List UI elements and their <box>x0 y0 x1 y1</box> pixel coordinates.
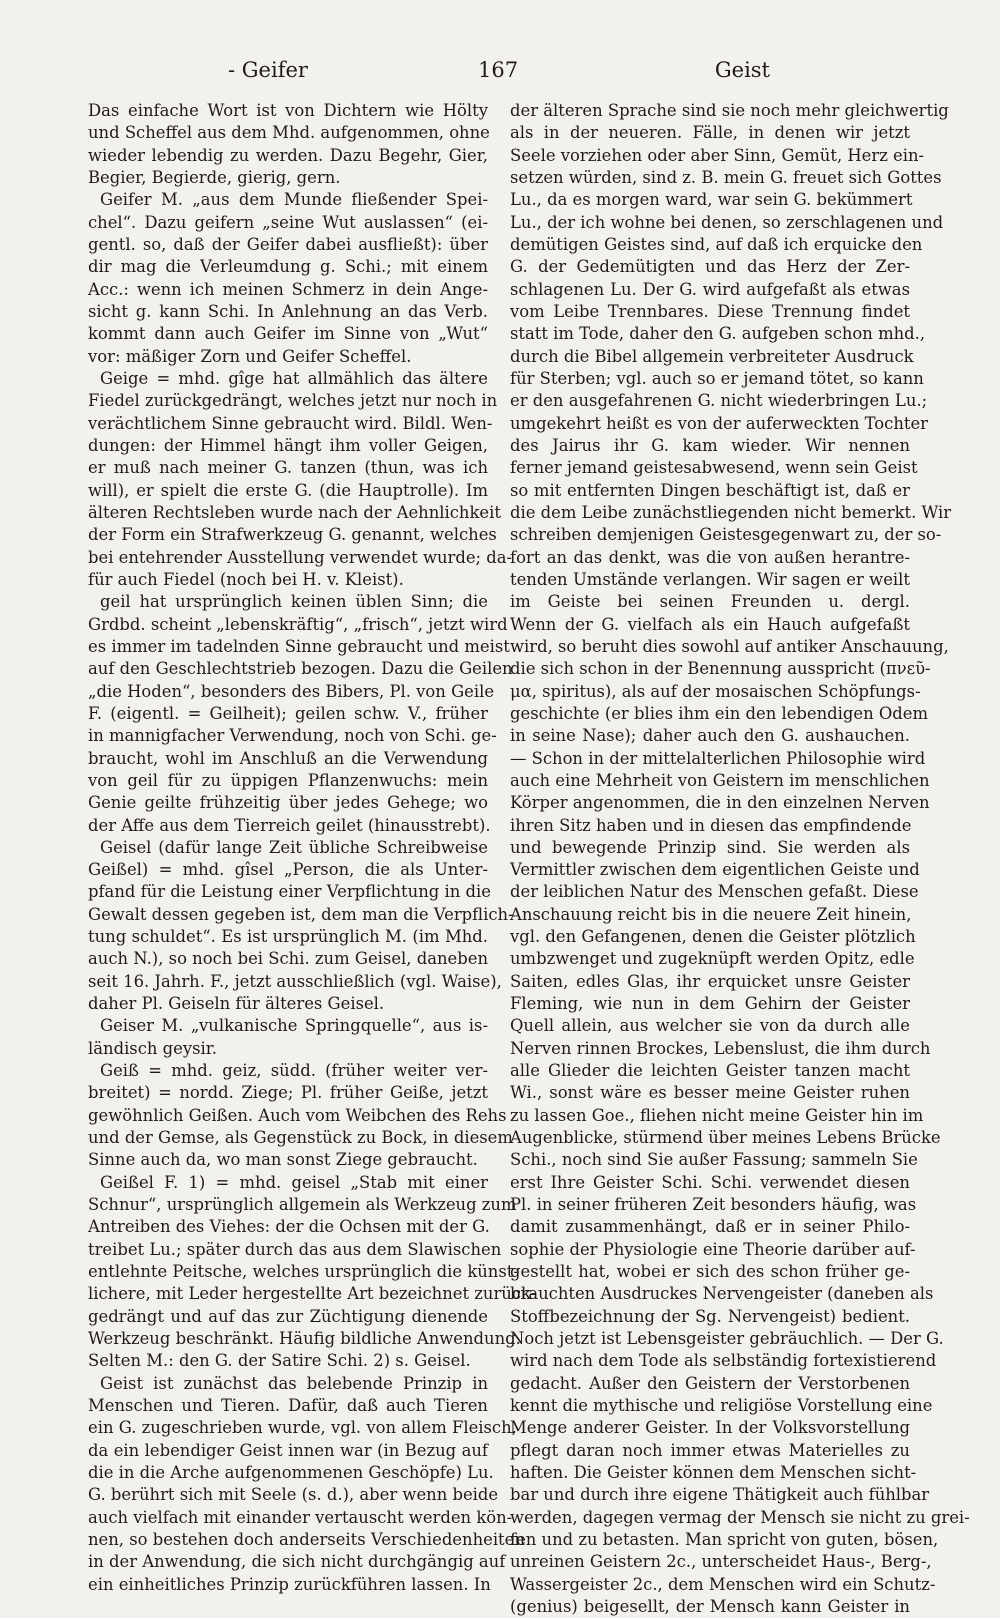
text-line: durch die Bibel allgemein verbreiteter Ausdruck <box>510 346 914 366</box>
text-line: pfand für die Leistung einer Verpflichtung in die <box>88 882 491 902</box>
text-line: seit 16. Jahrh. F., jetzt ausschließlich (vgl. Waise), <box>88 971 502 991</box>
text-line: nen, so bestehen doch anderseits Verschiedenheiten <box>88 1530 525 1549</box>
text-line: Selten M.: den G. der Satire Schi. 2) s. Geisel. <box>88 1351 471 1371</box>
text-line: Nerven rinnen Brockes, Lebenslust, die ihm durch <box>510 1038 931 1058</box>
text-line: Geifer M. „aus dem Munde fließender Spei- <box>100 190 488 210</box>
text-line: wird nach dem Tode als selbständig fortexistierend <box>510 1351 937 1371</box>
text-line: — Schon in der mittelalterlichen Philosophie wird <box>510 748 926 768</box>
text-line: F. (eigentl. = Geilheit); geilen schw. V., früher <box>88 703 488 723</box>
text-line: es immer im tadelnden Sinne gebraucht und meist <box>88 636 510 656</box>
text-line: Werkzeug beschränkt. Häufig bildliche Anwendung. <box>88 1329 521 1349</box>
text-line: Menge anderer Geister. In der Volksvorstellung <box>510 1418 910 1438</box>
text-line: sicht g. kann Schi. In Anlehnung an das Verb. <box>88 301 488 321</box>
text-line: umgekehrt heißt es von der auferweckten Tochter <box>510 413 929 433</box>
text-line: Anschauung reicht bis in die neuere Zeit hinein, <box>510 904 912 924</box>
text-line: ländisch geysir. <box>88 1038 218 1058</box>
text-line: Lu., der ich wohne bei denen, so zerschlagenen und <box>510 212 944 232</box>
text-line: Geist ist zunächst das belebende Prinzip in <box>100 1373 488 1393</box>
text-line: Stoffbezeichnung der Sg. Nervengeist) bedient. <box>510 1306 910 1326</box>
text-line: statt im Tode, daher den G. aufgeben schon mhd., <box>510 324 926 344</box>
text-line: haften. Die Geister können dem Menschen sicht- <box>510 1463 917 1483</box>
text-line: schlagenen Lu. Der G. wird aufgefaßt als etwas <box>510 279 910 299</box>
text-line: Geiß = mhd. geiz, südd. (früher weiter ver- <box>100 1061 488 1081</box>
text-line: die sich schon in der Benennung ausspricht (πνεῦ- <box>510 659 931 679</box>
text-line: Menschen und Tieren. Dafür, daß auch Tieren <box>88 1396 488 1416</box>
right-column <box>510 100 970 1618</box>
text-line: Geige = mhd. gîge hat allmählich das ältere <box>100 368 488 388</box>
left-column <box>88 100 537 1596</box>
text-line: breitet) = nordd. Ziege; Pl. früher Geiße, jetzt <box>88 1083 488 1103</box>
text-line: Fiedel zurückgedrängt, welches jetzt nur noch in <box>88 391 498 411</box>
text-line: treibet Lu.; später durch das aus dem Slawischen <box>88 1239 502 1259</box>
text-line: Grdbd. scheint „lebenskräftig“, „frisch“, jetzt wird <box>88 614 508 634</box>
text-line: Seele vorziehen oder aber Sinn, Gemüt, Herz ein- <box>510 145 925 165</box>
text-line: setzen würden, sind z. B. mein G. freuet sich Gottes <box>510 167 942 187</box>
text-line: Fleming, wie nun in dem Gehirn der Geister <box>510 994 910 1014</box>
text-line: Quell allein, aus welcher sie von da durch alle <box>510 1016 910 1036</box>
text-line: die in die Arche aufgenommenen Geschöpfe) Lu. <box>88 1463 494 1483</box>
text-line: entlehnte Peitsche, welches ursprünglich die künst- <box>88 1262 519 1282</box>
text-line: daher Pl. Geiseln für älteres Geisel. <box>88 994 385 1014</box>
text-line: von geil für zu üppigen Pflanzenwuchs: mein <box>88 770 488 790</box>
text-line: gedrängt und auf das zur Züchtigung dienende <box>88 1306 488 1326</box>
text-line: „die Hoden“, besonders des Bibers, Pl. von Geile <box>88 681 495 701</box>
text-line: Gewalt dessen gegeben ist, dem man die Verpflich- <box>88 904 514 924</box>
text-line: chel“. Dazu geifern „seine Wut auslassen“ (ei- <box>88 212 488 232</box>
text-line: Noch jetzt ist Lebensgeister gebräuchlich. — Der G. <box>510 1329 944 1349</box>
text-line: μα, spiritus), als auf der mosaischen Schöpfungs- <box>510 681 921 701</box>
text-line: gedacht. Außer den Geistern der Verstorbenen <box>510 1373 910 1393</box>
text-line: braucht, wohl im Anschluß an die Verwendung <box>88 748 488 768</box>
text-line: im Geiste bei seinen Freunden u. dergl. <box>510 592 910 612</box>
text-line: wieder lebendig zu werden. Dazu Begehr, Gier, <box>88 145 488 165</box>
text-line: tenden Umstände verlangen. Wir sagen er weilt <box>510 569 910 589</box>
text-line: Geißel F. 1) = mhd. geisel „Stab mit einer <box>100 1172 488 1192</box>
text-line: Schnur“, ursprünglich allgemein als Werkzeug zum <box>88 1195 517 1215</box>
text-line: Acc.: wenn ich meinen Schmerz in dein Ange- <box>88 279 488 299</box>
text-line: verächtlichem Sinne gebraucht wird. Bildl. Wen- <box>88 413 493 433</box>
text-line: Geiser M. „vulkanische Springquelle“, aus is- <box>100 1016 488 1036</box>
text-line: auch N.), so noch bei Schi. zum Geisel, daneben <box>88 949 488 969</box>
text-line: vom Leibe Trennbares. Diese Trennung findet <box>510 301 910 321</box>
text-line: Sinne auch da, wo man sonst Ziege gebraucht. <box>88 1150 478 1170</box>
text-line: fort an das denkt, was die von außen herantre- <box>510 547 910 567</box>
text-line: und Scheffel aus dem Mhd. aufgenommen, ohne <box>88 123 490 143</box>
text-line: damit zusammenhängt, daß er in seiner Philo- <box>510 1217 910 1237</box>
text-line: ferner jemand geistesabwesend, wenn sein Geist <box>510 458 918 478</box>
text-line: bar und durch ihre eigene Thätigkeit auch fühlbar <box>510 1485 930 1505</box>
text-line: ein einheitliches Prinzip zurückführen lassen. In <box>88 1574 491 1594</box>
text-line: Vermittler zwischen dem eigentlichen Geiste und <box>510 860 920 880</box>
text-line: lichere, mit Leder hergestellte Art bezeichnet zurück- <box>88 1284 537 1304</box>
text-line: Geisel (dafür lange Zeit übliche Schreibweise <box>100 837 488 857</box>
text-line: Wi., sonst wäre es besser meine Geister ruhen <box>510 1083 910 1103</box>
text-line: geschichte (er blies ihm ein den lebendigen Odem <box>510 703 929 723</box>
text-line: Augenblicke, stürmend über meines Lebens Brücke <box>510 1128 941 1148</box>
text-line: will), er spielt die erste G. (die Hauptrolle). Im <box>88 480 488 500</box>
text-line: kommt dann auch Geifer im Sinne von „Wut“ <box>88 324 488 344</box>
text-line: erst Ihre Geister Schi. Schi. verwendet diesen <box>510 1172 910 1192</box>
text-line: Lu., da es morgen ward, war sein G. bekümmert <box>510 190 913 210</box>
text-line: bei entehrender Ausstellung verwendet wurde; da- <box>88 547 513 567</box>
text-line: (genius) beigesellt, der Mensch kann Geister in <box>510 1596 910 1616</box>
text-line: die dem Leibe zunächstliegenden nicht bemerkt. Wir <box>510 502 952 522</box>
text-line: alle Glieder die leichten Geister tanzen macht <box>510 1061 910 1081</box>
text-line: tung schuldet“. Es ist ursprünglich M. (im Mhd. <box>88 927 488 947</box>
text-line: Begier, Begierde, gierig, gern. <box>88 167 341 187</box>
text-line: fen und zu betasten. Man spricht von guten, bösen, <box>510 1530 939 1549</box>
text-line: der Affe aus dem Tierreich geilet (hinausstrebt). <box>88 815 491 835</box>
text-line: umbzwenget und zugeknüpft werden Opitz, edle <box>510 949 915 969</box>
text-line: ein G. zugeschrieben wurde, vgl. von allem Fleisch, <box>88 1418 517 1438</box>
running-header <box>78 58 918 88</box>
text-line: wird, so beruht dies sowohl auf antiker Anschauung, <box>510 636 949 656</box>
text-line: auch eine Mehrheit von Geistern im menschlichen <box>510 770 930 790</box>
text-line: der älteren Sprache sind sie noch mehr gleichwertig <box>510 101 949 120</box>
text-line: dir mag die Verleumdung g. Schi.; mit einem <box>88 257 488 277</box>
text-line: G. der Gedemütigten und das Herz der Zer- <box>510 257 910 277</box>
text-line: Genie geilte frühzeitig über jedes Gehege; wo <box>88 793 488 813</box>
text-line: brauchten Ausdruckes Nervengeister (daneben als <box>510 1284 934 1304</box>
text-line: Schi., noch sind Sie außer Fassung; sammeln Sie <box>510 1150 918 1170</box>
text-line: Körper angenommen, die in den einzelnen Nerven <box>510 793 930 813</box>
text-line: zu lassen Goe., fliehen nicht meine Geister hin im <box>510 1105 924 1125</box>
text-line: gestellt hat, wobei er sich des schon früher ge- <box>510 1262 910 1282</box>
text-line: Das einfache Wort ist von Dichtern wie Hölty <box>88 101 488 120</box>
text-line: in der Anwendung, die sich nicht durchgängig auf <box>88 1552 506 1572</box>
text-line: in seine Nase); daher auch den G. aushauchen. <box>510 726 910 746</box>
text-line: Antreiben des Viehes: der die Ochsen mit der G. <box>88 1217 490 1237</box>
text-line: Wenn der G. vielfach als ein Hauch aufgefaßt <box>510 614 910 634</box>
text-line: als in der neueren. Fälle, in denen wir jetzt <box>510 123 910 143</box>
text-line: pflegt daran noch immer etwas Materielles zu <box>510 1440 910 1460</box>
text-line: Wassergeister 2c., dem Menschen wird ein Schutz- <box>510 1574 936 1594</box>
text-line: schreiben demjenigen Geistesgegenwart zu, der so- <box>510 525 942 545</box>
header-right-catchword: Geist <box>714 58 770 82</box>
text-line: unreinen Geistern 2c., unterscheidet Haus-, Berg-, <box>510 1552 932 1572</box>
text-line: er den ausgefahrenen G. nicht wiederbringen Lu.; <box>510 391 928 411</box>
text-line: er muß nach meiner G. tanzen (thun, was ich <box>88 458 488 478</box>
text-line: für auch Fiedel (noch bei H. v. Kleist). <box>88 569 404 589</box>
page-number: 167 <box>478 58 519 82</box>
text-line: Pl. in seiner früheren Zeit besonders häufig, was <box>510 1195 917 1215</box>
text-line: G. berührt sich mit Seele (s. d.), aber wenn beide <box>88 1485 499 1505</box>
text-line: des Jairus ihr G. kam wieder. Wir nennen <box>510 435 910 455</box>
text-line: älteren Rechtsleben wurde nach der Aehnlichkeit <box>88 502 501 522</box>
text-line: gentl. so, daß der Geifer dabei ausfließt): über <box>88 234 488 254</box>
text-line: der leiblichen Natur des Menschen gefaßt. Diese <box>510 882 919 902</box>
text-line: Geißel) = mhd. gîsel „Person, die als Unter- <box>88 860 488 880</box>
text-line: vor: mäßiger Zorn und Geifer Scheffel. <box>88 346 412 366</box>
text-line: da ein lebendiger Geist innen war (in Bezug auf <box>88 1440 488 1460</box>
text-line: auch vielfach mit einander vertauscht werden kön- <box>88 1507 513 1527</box>
text-line: gewöhnlich Geißen. Auch vom Weibchen des Rehs <box>88 1105 507 1125</box>
text-line: Saiten, edles Glas, ihr erquicket unsre Geister <box>510 971 910 991</box>
text-line: der Form ein Strafwerkzeug G. genannt, welches <box>88 525 497 545</box>
text-line: auf den Geschlechtstrieb bezogen. Dazu die Geilen <box>88 659 513 679</box>
text-line: so mit entfernten Dingen beschäftigt ist, daß er <box>510 480 910 500</box>
text-line: dungen: der Himmel hängt ihm voller Geigen, <box>88 435 488 455</box>
text-line: kennt die mythische und religiöse Vorstellung eine <box>510 1396 933 1416</box>
text-line: und bewegende Prinzip sind. Sie werden als <box>510 837 910 857</box>
text-line: und der Gemse, als Gegenstück zu Bock, in diesem <box>88 1128 513 1148</box>
text-line: in mannigfacher Verwendung, noch von Schi. ge- <box>88 726 497 746</box>
header-left-catchword: - Geifer <box>228 58 308 82</box>
text-line: sophie der Physiologie eine Theorie darüber auf- <box>510 1239 916 1259</box>
text-line: ihren Sitz haben und in diesen das empfindende <box>510 815 912 835</box>
text-line: geil hat ursprünglich keinen üblen Sinn; die <box>100 592 488 612</box>
text-line: werden, dagegen vermag der Mensch sie nicht zu grei- <box>510 1507 970 1527</box>
text-line: vgl. den Gefangenen, denen die Geister plötzlich <box>510 927 916 947</box>
text-line: demütigen Geistes sind, auf daß ich erquicke den <box>510 234 923 254</box>
text-line: für Sterben; vgl. auch so er jemand tötet, so kann <box>510 368 924 388</box>
